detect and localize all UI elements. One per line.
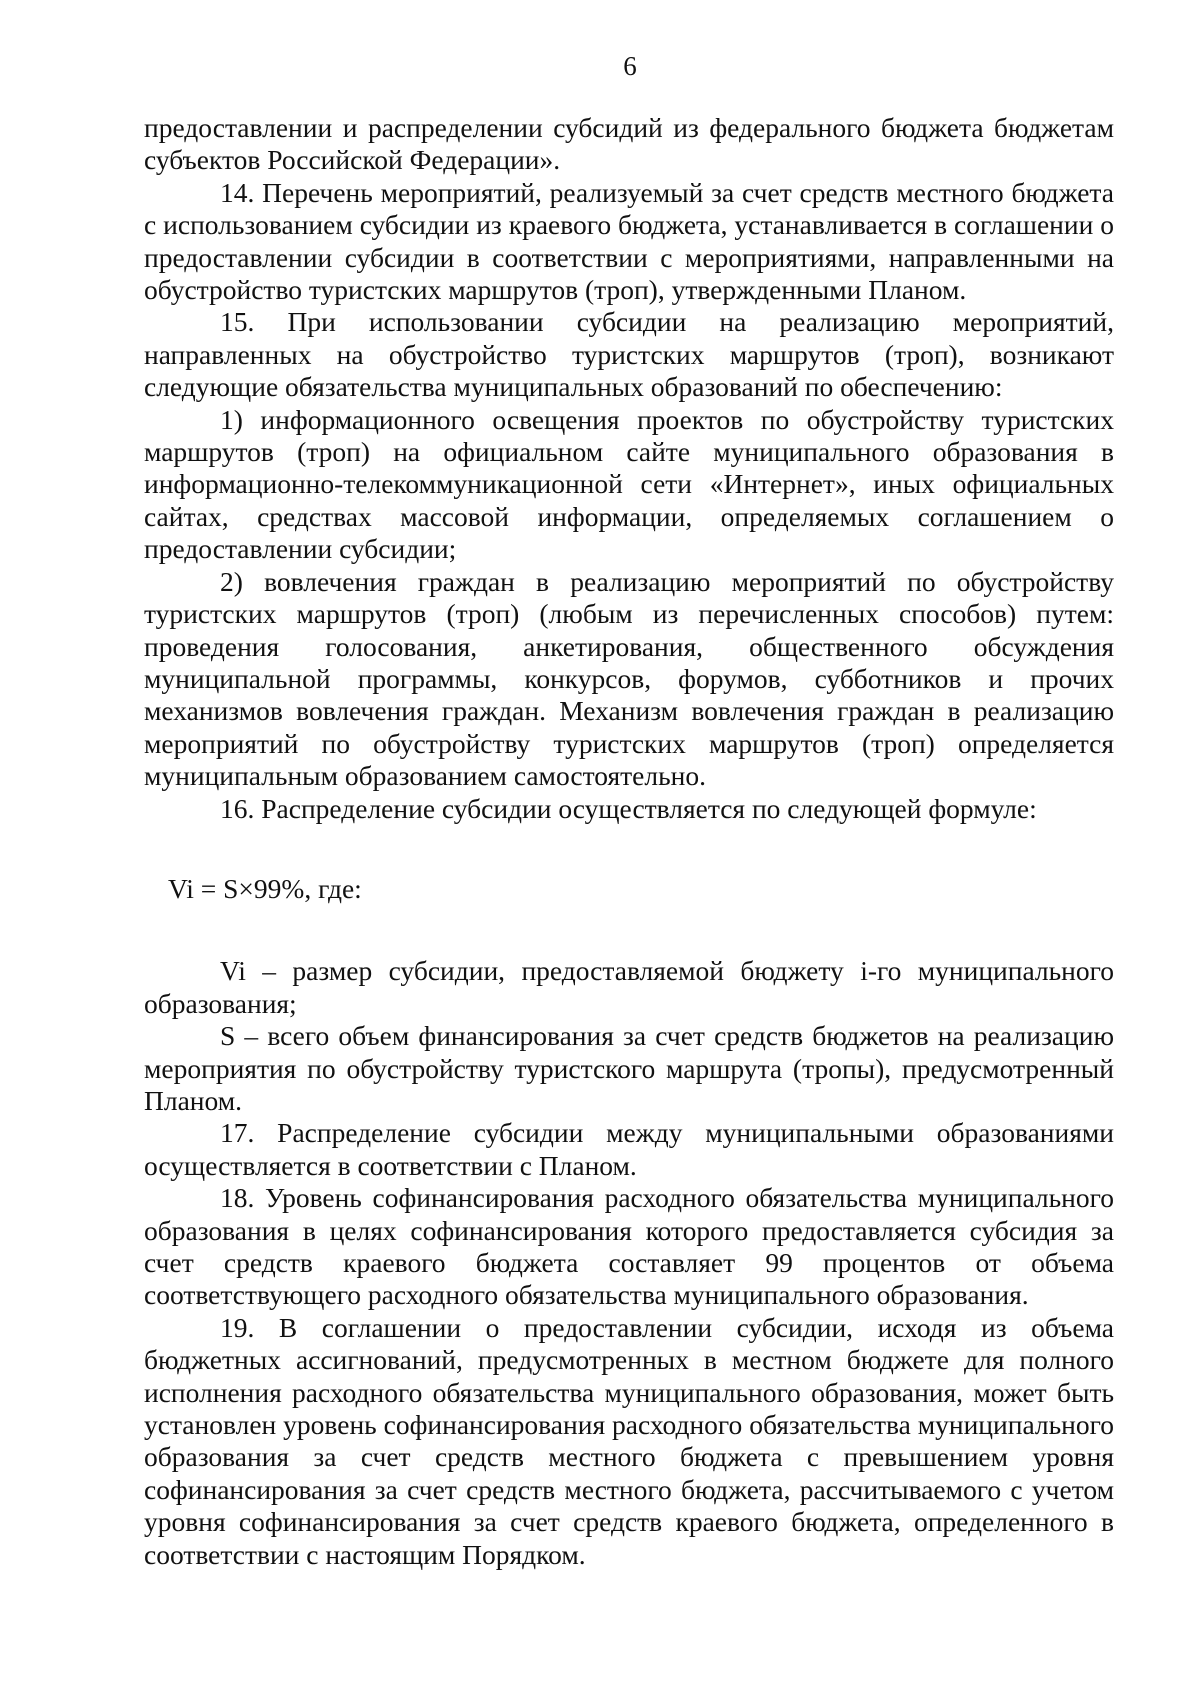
paragraph-19: 19. В соглашении о предоставлении субсидии, исходя из объема бюджетных ассигнований, предусмотренных в местном бюджете для полного исполнения расходного обязательства муниципального образования, может быть установлен уровень софинансирования расходного обязательства муниципального образования за счет средств местного бюджета с превышением уровня софинансирования за счет средств местного бюджета, рассчитываемого с учетом уровня софинансирования за счет средств краевого бюджета, определенного в соответствии с настоящим Порядком. xyxy=(144,1311,1114,1570)
paragraph-14: 14. Перечень мероприятий, реализуемый за счет средств местного бюджета с использованием субсидии из краевого бюджета, устанавливается в соглашении о предоставлении субсидии в соответствии с мероприятиями, направленными на обустройство туристских маршрутов (троп), утвержденными Планом. xyxy=(144,176,1114,306)
list-item-1: 1) информационного освещения проектов по обустройству туристских маршрутов (троп) на официальном сайте муниципального образования в информационно-телекоммуникационной сети «Интернет», иных официальных сайтах, средствах массовой информации, определяемых соглашением о предоставлении субсидии; xyxy=(144,403,1114,565)
paragraph-17: 17. Распределение субсидии между муниципальными образованиями осуществляется в соответствии с Планом. xyxy=(144,1117,1114,1181)
formula: Vi = S×99%, где: xyxy=(168,872,362,904)
page-number: 6 xyxy=(623,51,637,81)
document-body xyxy=(144,112,1114,1571)
paragraph-continuation: предоставлении и распределении субсидий из федерального бюджета бюджетам субъектов Российской Федерации». xyxy=(144,112,1114,176)
list-item-2: 2) вовлечения граждан в реализацию мероприятий по обустройству туристских маршрутов (троп) (любым из перечисленных способов) путем: проведения голосования, анкетирования, общественного обсуждения муниципальной программы, конкурсов, форумов, субботников и прочих механизмов вовлечения граждан. Механизм вовлечения граждан в реализацию мероприятий по обустройству туристских маршрутов (троп) определяется муниципальным образованием самостоятельно. xyxy=(144,565,1114,792)
paragraph-18: 18. Уровень софинансирования расходного обязательства муниципального образования в целях софинансирования которого предоставляется субсидия за счет средств краевого бюджета составляет 99 процентов от объема соответствующего расходного обязательства муниципального образования. xyxy=(144,1182,1114,1311)
definition-vi: Vi – размер субсидии, предоставляемой бюджету i-го муниципального образования; xyxy=(144,955,1114,1019)
paragraph-15: 15. При использовании субсидии на реализацию мероприятий, направленных на обустройство туристских маршрутов (троп), возникают следующие обязательства муниципальных образований по обеспечению: xyxy=(144,306,1114,403)
definition-s: S – всего объем финансирования за счет средств бюджетов на реализацию мероприятия по обустройству туристского маршрута (тропы), предусмотренный Планом. xyxy=(144,1020,1114,1116)
paragraph-16: 16. Распределение субсидии осуществляется по следующей формуле: xyxy=(220,792,1037,824)
